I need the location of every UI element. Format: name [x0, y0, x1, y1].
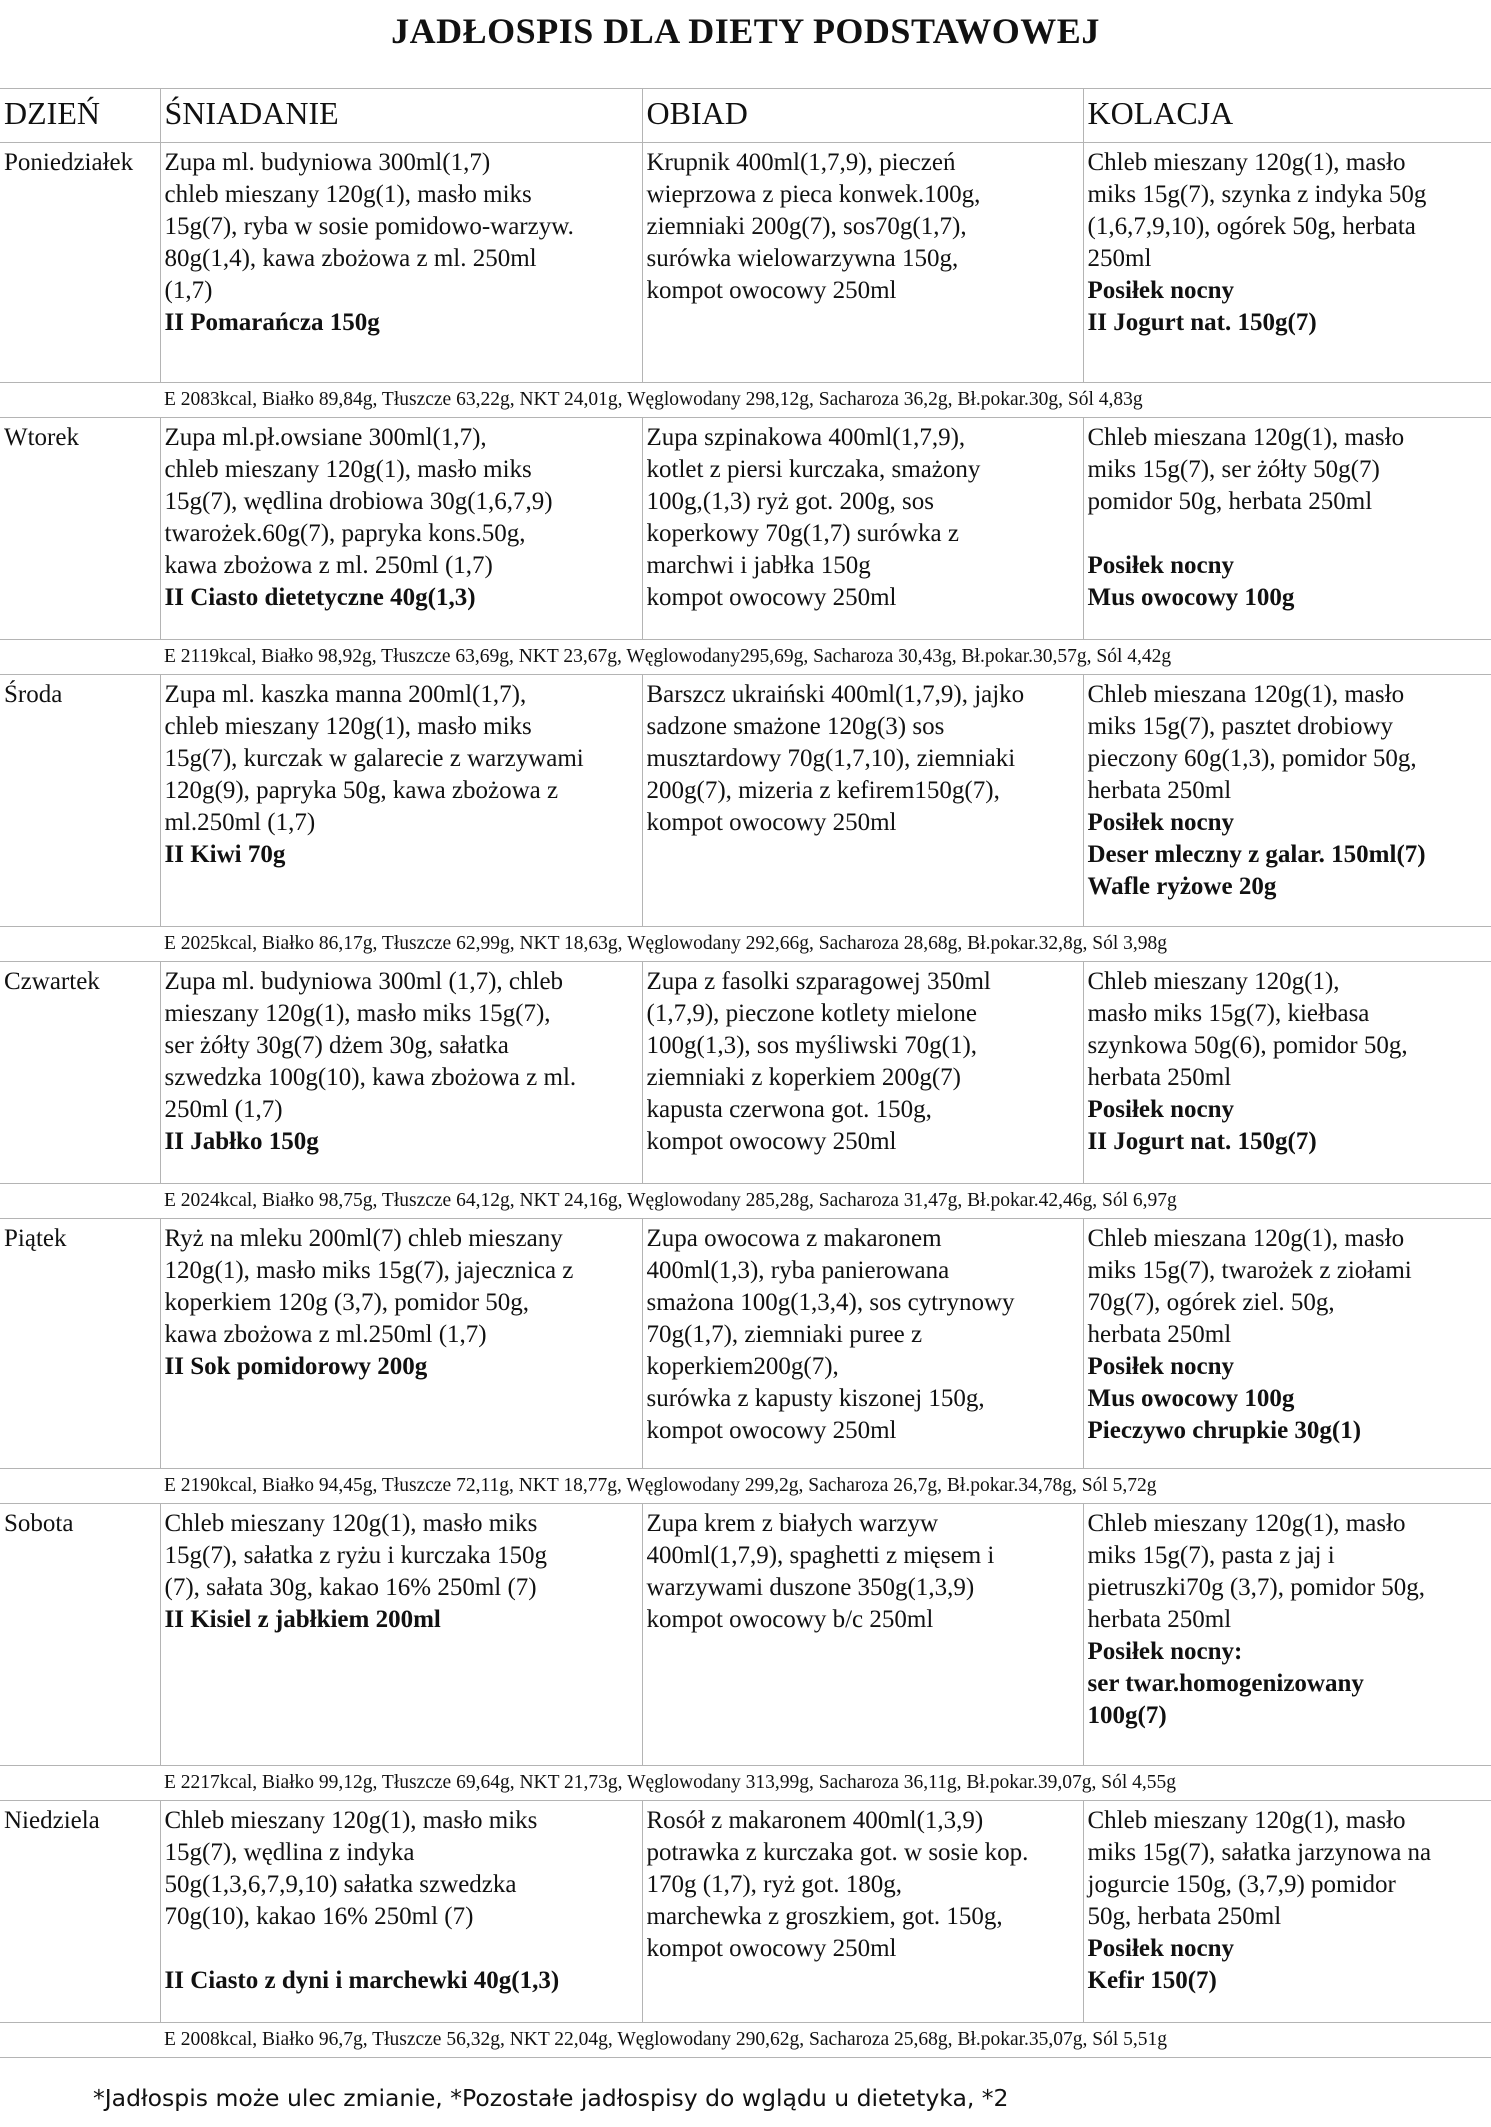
- meal-line: Chleb mieszany 120g(1), masło miks: [164, 1807, 538, 1834]
- breakfast-cell: [160, 1219, 642, 1469]
- meal-line: Zupa z fasolki szparagowej 350ml: [646, 968, 991, 995]
- day-name: Czwartek: [0, 962, 160, 1184]
- meal-line: 15g(7), sałatka z ryżu i kurczaka 150g: [164, 1542, 547, 1569]
- meal-line: Chleb mieszana 120g(1), masło: [1087, 681, 1405, 708]
- lunch-cell: [642, 675, 1083, 927]
- meal-line: Ryż na mleku 200ml(7) chleb mieszany: [164, 1225, 563, 1252]
- nutrition-row: [0, 1184, 1491, 1219]
- nutrition-row: [0, 1469, 1491, 1504]
- header-dinner: KOLACJA: [1083, 89, 1491, 143]
- meal-line: 50g, herbata 250ml: [1087, 1903, 1282, 1930]
- nutrition-spacer: [0, 383, 160, 418]
- page-title: JADŁOSPIS DLA DIETY PODSTAWOWEJ: [391, 11, 1100, 51]
- dinner-cell: [1083, 1801, 1491, 2023]
- meal-line: 80g(1,4), kawa zbożowa z ml. 250ml: [164, 245, 537, 272]
- meal-line: (1,7,9), pieczone kotlety mielone: [646, 1000, 977, 1027]
- meal-line: Zupa ml.pł.owsiane 300ml(1,7),: [164, 424, 487, 451]
- breakfast-cell: [160, 675, 642, 927]
- meal-line-bold: Posiłek nocny: [1087, 1096, 1235, 1123]
- nutrition-spacer: [0, 640, 160, 675]
- meal-line: Zupa krem z białych warzyw: [646, 1510, 939, 1537]
- meal-line-bold: II Jabłko 150g: [164, 1128, 319, 1155]
- day-name: Wtorek: [0, 418, 160, 640]
- meal-line: miks 15g(7), pasztet drobiowy: [1087, 713, 1394, 740]
- meal-line: Krupnik 400ml(1,7,9), pieczeń: [646, 149, 956, 176]
- meal-line: miks 15g(7), twarożek z ziołami: [1087, 1257, 1412, 1284]
- meal-line: Chleb mieszany 120g(1), masło: [1087, 1807, 1406, 1834]
- meal-line: koperkiem200g(7),: [646, 1353, 839, 1380]
- meal-line: Zupa ml. kaszka manna 200ml(1,7),: [164, 681, 527, 708]
- nutrition-row: [0, 640, 1491, 675]
- meal-line-bold: II Sok pomidorowy 200g: [164, 1353, 428, 1380]
- nutrition-summary: E 2008kcal, Białko 96,7g, Tłuszcze 56,32g, NKT 22,04g, Węglowodany 290,62g, Sacharoza 25,68g, Bł.pokar.35,07g, Sól 5,51g: [160, 2023, 1491, 2058]
- meal-line: chleb mieszany 120g(1), masło miks: [164, 456, 532, 483]
- meal-line: kompot owocowy 250ml: [646, 1935, 897, 1962]
- meal-line: 200g(7), mizeria z kefirem150g(7),: [646, 777, 1000, 804]
- meal-line-bold: 100g(7): [1087, 1702, 1167, 1729]
- meal-line: kawa zbożowa z ml.250ml (1,7): [164, 1321, 487, 1348]
- meal-line: 100g,(1,3) ryż got. 200g, sos: [646, 488, 934, 515]
- day-row: [0, 1219, 1491, 1469]
- meal-line: 15g(7), wędlina drobiowa 30g(1,6,7,9): [164, 488, 553, 515]
- meal-line: kompot owocowy 250ml: [646, 1417, 897, 1444]
- meal-line: kotlet z piersi kurczaka, smażony: [646, 456, 981, 483]
- breakfast-cell: [160, 418, 642, 640]
- meal-line: Zupa owocowa z makaronem: [646, 1225, 942, 1252]
- day-row: [0, 143, 1491, 383]
- nutrition-summary: E 2217kcal, Białko 99,12g, Tłuszcze 69,64g, NKT 21,73g, Węglowodany 313,99g, Sacharoza 36,11g, Bł.pokar.39,07g, Sól 4,55g: [160, 1766, 1491, 1801]
- meal-line: [165, 1933, 638, 1965]
- dinner-cell: [1083, 1504, 1491, 1766]
- meal-line: mieszany 120g(1), masło miks 15g(7),: [164, 1000, 551, 1027]
- meal-line: pieczony 60g(1,3), pomidor 50g,: [1087, 745, 1417, 772]
- meal-line: kompot owocowy b/c 250ml: [646, 1606, 934, 1633]
- meal-line: marchewka z groszkiem, got. 150g,: [646, 1903, 1003, 1930]
- lunch-cell: [642, 143, 1083, 383]
- day-name: Sobota: [0, 1504, 160, 1766]
- meal-line-bold: II Pomarańcza 150g: [164, 309, 380, 336]
- meal-line: Zupa ml. budyniowa 300ml (1,7), chleb: [164, 968, 564, 995]
- meal-line: wieprzowa z pieca konwek.100g,: [646, 181, 981, 208]
- meal-line-bold: Posiłek nocny: [1087, 809, 1235, 836]
- meal-line: Chleb mieszana 120g(1), masło: [1087, 424, 1405, 451]
- meal-line: musztardowy 70g(1,7,10), ziemniaki: [646, 745, 1016, 772]
- meal-line: miks 15g(7), szynka z indyka 50g: [1087, 181, 1427, 208]
- meal-line: ziemniaki z koperkiem 200g(7): [646, 1064, 961, 1091]
- meal-line-bold: Mus owocowy 100g: [1087, 1385, 1295, 1412]
- nutrition-summary: E 2190kcal, Białko 94,45g, Tłuszcze 72,11g, NKT 18,77g, Węglowodany 299,2g, Sacharoza 26,7g, Bł.pokar.34,78g, Sól 5,72g: [160, 1469, 1491, 1504]
- menu-body: [0, 143, 1491, 2058]
- nutrition-summary: E 2024kcal, Białko 98,75g, Tłuszcze 64,12g, NKT 24,16g, Węglowodany 285,28g, Sacharoza 31,47g, Bł.pokar.42,46g, Sól 6,97g: [160, 1184, 1491, 1219]
- meal-line: Zupa ml. budyniowa 300ml(1,7): [164, 149, 491, 176]
- meal-line: chleb mieszany 120g(1), masło miks: [164, 713, 532, 740]
- meal-line: masło miks 15g(7), kiełbasa: [1087, 1000, 1370, 1027]
- day-name: Piątek: [0, 1219, 160, 1469]
- meal-line: (7), sałata 30g, kakao 16% 250ml (7): [164, 1574, 537, 1601]
- meal-line-bold: II Jogurt nat. 150g(7): [1087, 1128, 1317, 1155]
- meal-line: miks 15g(7), pasta z jaj i: [1087, 1542, 1335, 1569]
- meal-line: Chleb mieszany 120g(1), masło miks: [164, 1510, 538, 1537]
- meal-line: kompot owocowy 250ml: [646, 277, 897, 304]
- lunch-cell: [642, 1504, 1083, 1766]
- nutrition-spacer: [0, 1184, 160, 1219]
- meal-line-bold: II Ciasto z dyni i marchewki 40g(1,3): [164, 1967, 560, 1994]
- dinner-cell: [1083, 1219, 1491, 1469]
- meal-line: ser żółty 30g(7) dżem 30g, sałatka: [164, 1032, 509, 1059]
- meal-line: surówka wielowarzywna 150g,: [646, 245, 959, 272]
- lunch-cell: [642, 1219, 1083, 1469]
- meal-line: 400ml(1,3), ryba panierowana: [646, 1257, 950, 1284]
- meal-line-bold: Posiłek nocny: [1087, 552, 1235, 579]
- nutrition-summary: E 2025kcal, Białko 86,17g, Tłuszcze 62,99g, NKT 18,63g, Węglowodany 292,66g, Sacharoza 28,68g, Bł.pokar.32,8g, Sól 3,98g: [160, 927, 1491, 962]
- nutrition-row: [0, 927, 1491, 962]
- meal-line-bold: Posiłek nocny: [1087, 277, 1235, 304]
- meal-line: Chleb mieszany 120g(1),: [1087, 968, 1340, 995]
- meal-line-bold: Deser mleczny z galar. 150ml(7): [1087, 841, 1426, 868]
- nutrition-row: [0, 1766, 1491, 1801]
- day-row: [0, 1801, 1491, 2023]
- meal-line: Chleb mieszany 120g(1), masło: [1087, 149, 1406, 176]
- nutrition-spacer: [0, 2023, 160, 2058]
- breakfast-cell: [160, 962, 642, 1184]
- meal-line: smażona 100g(1,3,4), sos cytrynowy: [646, 1289, 1015, 1316]
- meal-line: 120g(9), papryka 50g, kawa zbożowa z: [164, 777, 559, 804]
- meal-line: potrawka z kurczaka got. w sosie kop.: [646, 1839, 1029, 1866]
- meal-line: Chleb mieszany 120g(1), masło: [1087, 1510, 1406, 1537]
- nutrition-spacer: [0, 1766, 160, 1801]
- day-name: Środa: [0, 675, 160, 927]
- meal-line: Zupa szpinakowa 400ml(1,7,9),: [646, 424, 966, 451]
- meal-line: 70g(10), kakao 16% 250ml (7): [164, 1903, 474, 1930]
- meal-line-bold: II Kisiel z jabłkiem 200ml: [164, 1606, 441, 1633]
- meal-line: kompot owocowy 250ml: [646, 1128, 897, 1155]
- dinner-cell: [1083, 418, 1491, 640]
- meal-line: kompot owocowy 250ml: [646, 584, 897, 611]
- meal-line: 50g(1,3,6,7,9,10) sałatka szwedzka: [164, 1871, 517, 1898]
- footnote: *Jadłospis może ulec zmianie, *Pozostałe jadłospisy do wglądu u dietetyka, *2: [93, 2084, 1009, 2112]
- meal-line-bold: II Jogurt nat. 150g(7): [1087, 309, 1317, 336]
- header-row: [0, 89, 1491, 143]
- meal-line: 400ml(1,7,9), spaghetti z mięsem i: [646, 1542, 995, 1569]
- meal-line: pomidor 50g, herbata 250ml: [1087, 488, 1373, 515]
- nutrition-summary: E 2119kcal, Białko 98,92g, Tłuszcze 63,69g, NKT 23,67g, Węglowodany295,69g, Sacharoza 30,43g, Bł.pokar.30,57g, Sól 4,42g: [160, 640, 1491, 675]
- meal-line: herbata 250ml: [1087, 1321, 1232, 1348]
- meal-line: 100g(1,3), sos myśliwski 70g(1),: [646, 1032, 978, 1059]
- meal-line: miks 15g(7), sałatka jarzynowa na: [1087, 1839, 1432, 1866]
- day-name: Poniedziałek: [0, 143, 160, 383]
- breakfast-cell: [160, 143, 642, 383]
- meal-line: Barszcz ukraiński 400ml(1,7,9), jajko: [646, 681, 1025, 708]
- meal-line-bold: II Kiwi 70g: [164, 841, 286, 868]
- nutrition-row: [0, 383, 1491, 418]
- meal-line: 70g(1,7), ziemniaki puree z: [646, 1321, 923, 1348]
- meal-line-bold: Pieczywo chrupkie 30g(1): [1087, 1417, 1362, 1444]
- meal-line: Rosół z makaronem 400ml(1,3,9): [646, 1807, 984, 1834]
- nutrition-summary: E 2083kcal, Białko 89,84g, Tłuszcze 63,22g, NKT 24,01g, Węglowodany 298,12g, Sacharoza 36,2g, Bł.pokar.30g, Sól 4,83g: [160, 383, 1491, 418]
- dinner-cell: [1083, 962, 1491, 1184]
- meal-line: kapusta czerwona got. 150g,: [646, 1096, 932, 1123]
- meal-line: 170g (1,7), ryż got. 180g,: [646, 1871, 903, 1898]
- meal-line: koperkowy 70g(1,7) surówka z: [646, 520, 959, 547]
- menu-table: [0, 88, 1491, 2058]
- lunch-cell: [642, 418, 1083, 640]
- meal-line: 15g(7), kurczak w galarecie z warzywami: [164, 745, 584, 772]
- lunch-cell: [642, 1801, 1083, 2023]
- day-row: [0, 962, 1491, 1184]
- breakfast-cell: [160, 1504, 642, 1766]
- day-row: [0, 1504, 1491, 1766]
- meal-line: surówka z kapusty kiszonej 150g,: [646, 1385, 985, 1412]
- meal-line-bold: Mus owocowy 100g: [1087, 584, 1295, 611]
- meal-line-bold: Posiłek nocny:: [1087, 1638, 1243, 1665]
- meal-line: herbata 250ml: [1087, 1064, 1232, 1091]
- nutrition-spacer: [0, 1469, 160, 1504]
- meal-line-bold: II Ciasto dietetyczne 40g(1,3): [164, 584, 476, 611]
- meal-line: kompot owocowy 250ml: [646, 809, 897, 836]
- meal-line: 15g(7), ryba w sosie pomidowo-warzyw.: [164, 213, 574, 240]
- meal-line: miks 15g(7), ser żółty 50g(7): [1087, 456, 1380, 483]
- meal-line: (1,6,7,9,10), ogórek 50g, herbata: [1087, 213, 1416, 240]
- header-day: DZIEŃ: [0, 89, 160, 143]
- dinner-cell: [1083, 143, 1491, 383]
- meal-line: pietruszki70g (3,7), pomidor 50g,: [1087, 1574, 1425, 1601]
- meal-line: 15g(7), wędlina z indyka: [164, 1839, 415, 1866]
- meal-line: szwedzka 100g(10), kawa zbożowa z ml.: [164, 1064, 577, 1091]
- meal-line: 120g(1), masło miks 15g(7), jajecznica z: [164, 1257, 574, 1284]
- day-row: [0, 675, 1491, 927]
- breakfast-cell: [160, 1801, 642, 2023]
- meal-line: [1088, 518, 1488, 550]
- meal-line: koperkiem 120g (3,7), pomidor 50g,: [164, 1289, 530, 1316]
- meal-line: warzywami duszone 350g(1,3,9): [646, 1574, 975, 1601]
- dinner-cell: [1083, 675, 1491, 927]
- header-breakfast: ŚNIADANIE: [160, 89, 642, 143]
- meal-line: sadzone smażone 120g(3) sos: [646, 713, 945, 740]
- meal-line-bold: Posiłek nocny: [1087, 1353, 1235, 1380]
- meal-line: Chleb mieszana 120g(1), masło: [1087, 1225, 1405, 1252]
- meal-line: twarożek.60g(7), papryka kons.50g,: [164, 520, 526, 547]
- meal-line: szynkowa 50g(6), pomidor 50g,: [1087, 1032, 1408, 1059]
- meal-line: herbata 250ml: [1087, 1606, 1232, 1633]
- meal-line: herbata 250ml: [1087, 777, 1232, 804]
- lunch-cell: [642, 962, 1083, 1184]
- meal-line: 70g(7), ogórek ziel. 50g,: [1087, 1289, 1335, 1316]
- meal-line: marchwi i jabłka 150g: [646, 552, 871, 579]
- meal-line-bold: Wafle ryżowe 20g: [1087, 873, 1277, 900]
- meal-line-bold: Posiłek nocny: [1087, 1935, 1235, 1962]
- meal-line-bold: ser twar.homogenizowany: [1087, 1670, 1364, 1697]
- day-row: [0, 418, 1491, 640]
- meal-line: kawa zbożowa z ml. 250ml (1,7): [164, 552, 493, 579]
- meal-line-bold: Kefir 150(7): [1087, 1967, 1217, 1994]
- meal-line: 250ml: [1087, 245, 1152, 272]
- nutrition-row: [0, 2023, 1491, 2058]
- header-lunch: OBIAD: [642, 89, 1083, 143]
- meal-line: ziemniaki 200g(7), sos70g(1,7),: [646, 213, 967, 240]
- meal-line: (1,7): [164, 277, 213, 304]
- meal-line: ml.250ml (1,7): [164, 809, 316, 836]
- meal-line: jogurcie 150g, (3,7,9) pomidor: [1087, 1871, 1396, 1898]
- nutrition-spacer: [0, 927, 160, 962]
- meal-line: 250ml (1,7): [164, 1096, 283, 1123]
- day-name: Niedziela: [0, 1801, 160, 2023]
- meal-line: chleb mieszany 120g(1), masło miks: [164, 181, 532, 208]
